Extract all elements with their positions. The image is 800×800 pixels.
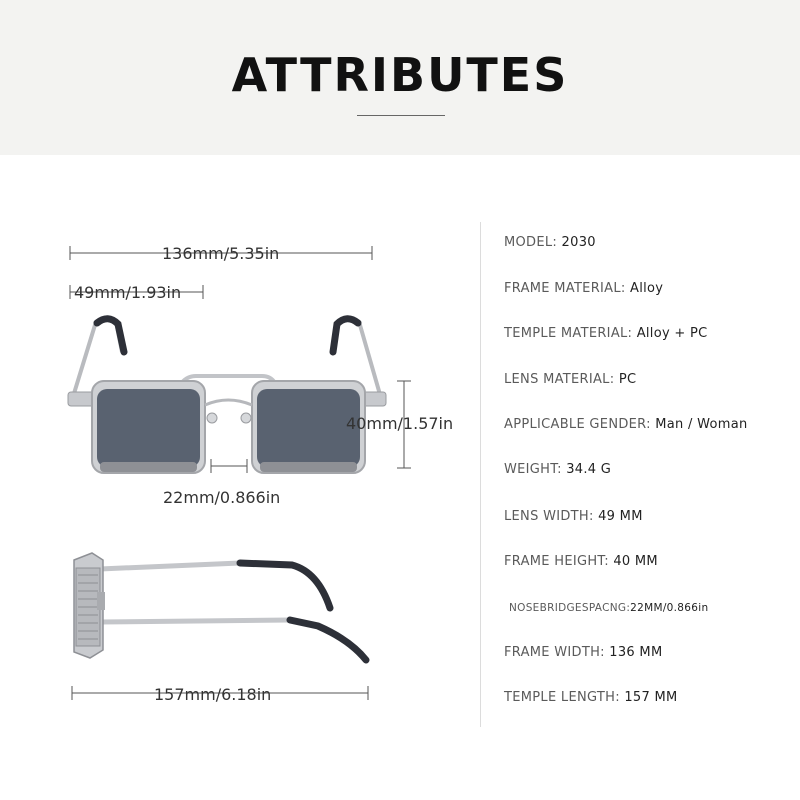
spec-lens-width: LENS WIDTH: 49 MM xyxy=(504,509,643,524)
temple-length-label: 157mm/6.18in xyxy=(154,685,272,704)
total-width-label: 136mm/5.35in xyxy=(162,244,280,263)
lens-width-label: 49mm/1.93in xyxy=(74,283,182,302)
divider xyxy=(480,222,481,727)
spec-temple-length: TEMPLE LENGTH: 157 MM xyxy=(504,690,678,705)
spec-nose-bridge: NOSEBRIDGESPACNG:22MM/0.866in xyxy=(509,602,709,614)
side-view-glasses xyxy=(74,553,366,660)
spec-model: MODEL: 2030 xyxy=(504,235,596,250)
spec-frame-material: FRAME MATERIAL: Alloy xyxy=(504,281,664,296)
spec-frame-height: FRAME HEIGHT: 40 MM xyxy=(504,554,658,569)
bridge-label: 22mm/0.866in xyxy=(163,488,281,507)
spec-applicable-gender: APPLICABLE GENDER: Man / Woman xyxy=(504,417,748,432)
spec-weight: WEIGHT: 34.4 G xyxy=(504,462,612,477)
front-view-glasses xyxy=(68,318,386,473)
page-title: ATTRIBUTES xyxy=(231,48,569,102)
spec-temple-material: TEMPLE MATERIAL: Alloy + PC xyxy=(504,326,708,341)
spec-lens-material: LENS MATERIAL: PC xyxy=(504,372,637,387)
spec-frame-width: FRAME WIDTH: 136 MM xyxy=(504,645,663,660)
lens-height-label: 40mm/1.57in xyxy=(346,414,454,433)
